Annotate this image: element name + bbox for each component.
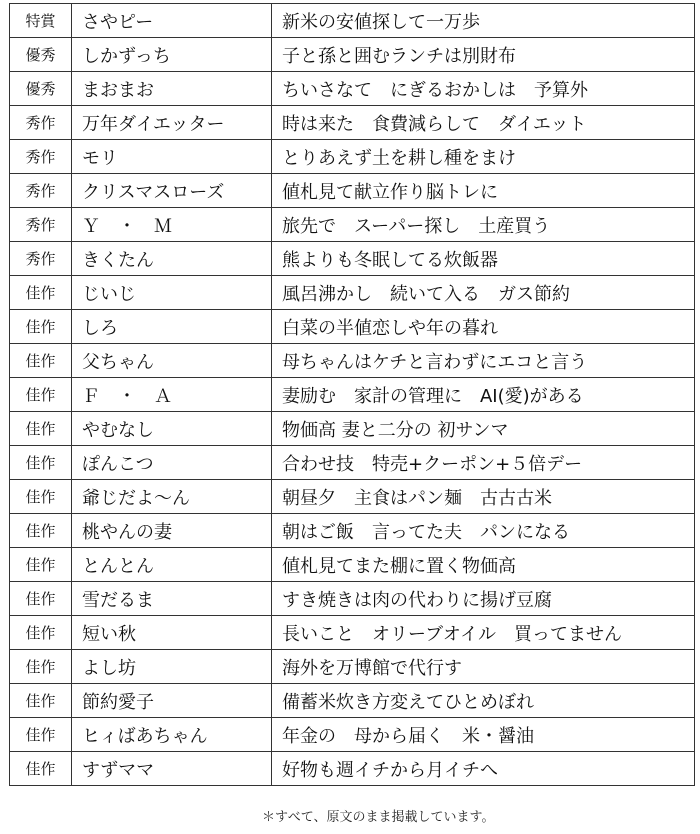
rank-cell: 佳作 bbox=[10, 548, 72, 582]
rank-cell: 秀作 bbox=[10, 106, 72, 140]
rank-cell: 佳作 bbox=[10, 412, 72, 446]
rank-cell: 佳作 bbox=[10, 480, 72, 514]
table-row bbox=[10, 514, 695, 548]
poem-cell: 年金の 母から届く 米・醤油 bbox=[272, 718, 695, 752]
table-row bbox=[10, 208, 695, 242]
author-cell: すずママ bbox=[72, 752, 272, 786]
award-table-body bbox=[10, 4, 695, 786]
author-cell: じいじ bbox=[72, 276, 272, 310]
author-cell: さやピー bbox=[72, 4, 272, 38]
table-row bbox=[10, 310, 695, 344]
table-row bbox=[10, 718, 695, 752]
author-cell: クリスマスローズ bbox=[72, 174, 272, 208]
table-row bbox=[10, 582, 695, 616]
author-cell: 節約愛子 bbox=[72, 684, 272, 718]
table-row bbox=[10, 650, 695, 684]
table-row bbox=[10, 38, 695, 72]
author-cell: まおまお bbox=[72, 72, 272, 106]
rank-cell: 秀作 bbox=[10, 208, 72, 242]
poem-cell: 値札見てまた棚に置く物価高 bbox=[272, 548, 695, 582]
rank-cell: 佳作 bbox=[10, 276, 72, 310]
table-row bbox=[10, 276, 695, 310]
author-cell: 短い秋 bbox=[72, 616, 272, 650]
poem-cell: 子と孫と囲むランチは別財布 bbox=[272, 38, 695, 72]
author-cell: ヒィばあちゃん bbox=[72, 718, 272, 752]
poem-cell: 時は来た 食費減らして ダイエット bbox=[272, 106, 695, 140]
author-cell: きくたん bbox=[72, 242, 272, 276]
poem-cell: 物価高 妻と二分の 初サンマ bbox=[272, 412, 695, 446]
author-cell: Ｙ ・ Ｍ bbox=[72, 208, 272, 242]
table-row bbox=[10, 242, 695, 276]
poem-cell: 風呂沸かし 続いて入る ガス節約 bbox=[272, 276, 695, 310]
table-row bbox=[10, 412, 695, 446]
author-cell: 桃やんの妻 bbox=[72, 514, 272, 548]
rank-cell: 佳作 bbox=[10, 310, 72, 344]
table-row bbox=[10, 106, 695, 140]
table-row bbox=[10, 72, 695, 106]
footnote: ＊すべて、原文のまま掲載しています。 bbox=[262, 810, 495, 825]
author-cell: やむなし bbox=[72, 412, 272, 446]
table-row bbox=[10, 344, 695, 378]
poem-cell: 白菜の半値恋しや年の暮れ bbox=[272, 310, 695, 344]
poem-cell: 備蓄米炊き方変えてひとめぼれ bbox=[272, 684, 695, 718]
poem-cell: 長いこと オリーブオイル 買ってません bbox=[272, 616, 695, 650]
author-cell: しかずっち bbox=[72, 38, 272, 72]
rank-cell: 優秀 bbox=[10, 38, 72, 72]
rank-cell: 佳作 bbox=[10, 344, 72, 378]
rank-cell: 秀作 bbox=[10, 242, 72, 276]
author-cell: 万年ダイエッター bbox=[72, 106, 272, 140]
poem-cell: とりあえず土を耕し種をまけ bbox=[272, 140, 695, 174]
poem-cell: 海外を万博館で代行す bbox=[272, 650, 695, 684]
poem-cell: すき焼きは肉の代わりに揚げ豆腐 bbox=[272, 582, 695, 616]
poem-cell: 新米の安値探して一万歩 bbox=[272, 4, 695, 38]
table-row bbox=[10, 378, 695, 412]
poem-cell: 好物も週イチから月イチへ bbox=[272, 752, 695, 786]
author-cell: よし坊 bbox=[72, 650, 272, 684]
poem-cell: ちいさなて にぎるおかしは 予算外 bbox=[272, 72, 695, 106]
rank-cell: 佳作 bbox=[10, 514, 72, 548]
rank-cell: 特賞 bbox=[10, 4, 72, 38]
rank-cell: 佳作 bbox=[10, 684, 72, 718]
table-row bbox=[10, 446, 695, 480]
award-table bbox=[9, 3, 695, 786]
table-row bbox=[10, 548, 695, 582]
poem-cell: 合わせ技 特売+クーポン+５倍デー bbox=[272, 446, 695, 480]
rank-cell: 秀作 bbox=[10, 140, 72, 174]
rank-cell: 佳作 bbox=[10, 718, 72, 752]
rank-cell: 佳作 bbox=[10, 582, 72, 616]
author-cell: ぽんこつ bbox=[72, 446, 272, 480]
rank-cell: 優秀 bbox=[10, 72, 72, 106]
rank-cell: 佳作 bbox=[10, 752, 72, 786]
table-row bbox=[10, 752, 695, 786]
poem-cell: 値札見て献立作り脳トレに bbox=[272, 174, 695, 208]
author-cell: 雪だるま bbox=[72, 582, 272, 616]
author-cell: しろ bbox=[72, 310, 272, 344]
poem-cell: 妻励む 家計の管理に AI(愛)がある bbox=[272, 378, 695, 412]
table-row bbox=[10, 4, 695, 38]
poem-cell: 熊よりも冬眠してる炊飯器 bbox=[272, 242, 695, 276]
poem-cell: 旅先で スーパー探し 土産買う bbox=[272, 208, 695, 242]
rank-cell: 秀作 bbox=[10, 174, 72, 208]
rank-cell: 佳作 bbox=[10, 446, 72, 480]
table-row bbox=[10, 480, 695, 514]
poem-cell: 朝はご飯 言ってた夫 パンになる bbox=[272, 514, 695, 548]
author-cell: モリ bbox=[72, 140, 272, 174]
rank-cell: 佳作 bbox=[10, 616, 72, 650]
rank-cell: 佳作 bbox=[10, 650, 72, 684]
author-cell: 父ちゃん bbox=[72, 344, 272, 378]
rank-cell: 佳作 bbox=[10, 378, 72, 412]
poem-cell: 朝昼夕 主食はパン麺 古古古米 bbox=[272, 480, 695, 514]
author-cell: Ｆ ・ Ａ bbox=[72, 378, 272, 412]
poem-cell: 母ちゃんはケチと言わずにエコと言う bbox=[272, 344, 695, 378]
table-row bbox=[10, 616, 695, 650]
table-row bbox=[10, 140, 695, 174]
author-cell: 爺じだよ～ん bbox=[72, 480, 272, 514]
author-cell: とんとん bbox=[72, 548, 272, 582]
table-row bbox=[10, 174, 695, 208]
table-row bbox=[10, 684, 695, 718]
